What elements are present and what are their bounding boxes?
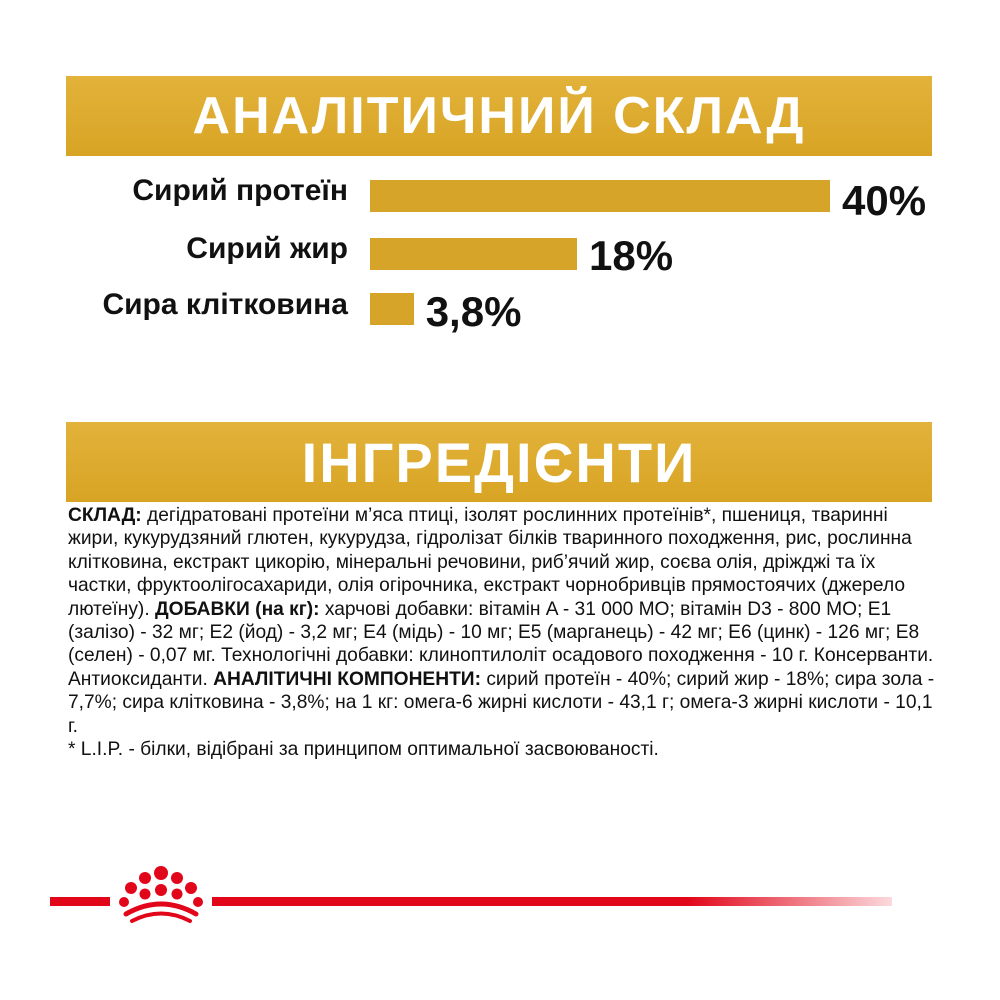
ingredients-title-banner — [66, 422, 932, 502]
footnote: * L.I.P. - білки, відібрані за принципом оптимальної засвоюваності. — [68, 739, 659, 761]
composition-text: дегідратовані протеїни м’яса птиці, ізолят рослинних протеїнів*, пшениця, тваринні жири, кукурудзяний глютен, кукурудза, гідролізат білків тваринного походження, рис, рослинна клітковина, екстракт цикорію, мінеральні речовини, риб’ячий жир, соєва олія, дріжджі та їх частки, фруктоолігосахариди, олія огірочника, екстракт чорнобривців прямостоячих (джерело лютеїну). — [68, 505, 912, 620]
ingredients-title: ІНГРЕДІЄНТИ — [301, 430, 697, 494]
value-protein: 40% — [842, 177, 927, 224]
bar-fat — [370, 238, 577, 270]
ingredients-text-block — [68, 504, 938, 761]
row-label-fat: Сирий жир — [186, 232, 348, 265]
components-text: сирий протеїн - 40%; сирий жир - 18%; сира зола - 7,7%; сира клітковина - 3,8%; на 1 кг: омега-6 жирні кислоти - 43,1 г; омега-3 жирні кислоти - 10,1 г. — [68, 668, 935, 737]
analysis-title: АНАЛІТИЧНИЙ СКЛАД — [192, 87, 806, 145]
components-label: АНАЛІТИЧНІ КОМПОНЕНТИ: — [213, 668, 481, 690]
analysis-title-banner — [66, 76, 932, 156]
value-fat: 18% — [589, 232, 674, 279]
additives-label: ДОБАВКИ (на кг): — [154, 598, 320, 620]
ingredients-paragraph — [68, 504, 938, 738]
brand-line-right — [212, 897, 892, 906]
composition-label: СКЛАД: — [68, 505, 142, 526]
value-fiber: 3,8% — [425, 288, 522, 335]
additives-text: харчові добавки: вітамін A - 31 000 МО; вітамін D3 - 800 МО; E1 (залізо) - 32 мг; E2 (йод) - 3,2 мг; E4 (мідь) - 10 мг; E5 (марганець) - 42 мг; E6 (цинк) - 126 мг; E8 (селен) - 0,07 мг. Технологічні добавки: клиноптилоліт осадового походження - 10 г. Консерванти. Антиоксиданти. — [68, 598, 934, 690]
row-label-protein: Сирий протеїн — [132, 174, 348, 207]
bar-protein — [370, 180, 830, 212]
bar-fiber — [370, 293, 414, 325]
row-label-fiber: Сира клітковина — [102, 288, 348, 321]
brand-line-left — [50, 897, 110, 906]
royal-canin-crown-icon — [114, 864, 208, 926]
